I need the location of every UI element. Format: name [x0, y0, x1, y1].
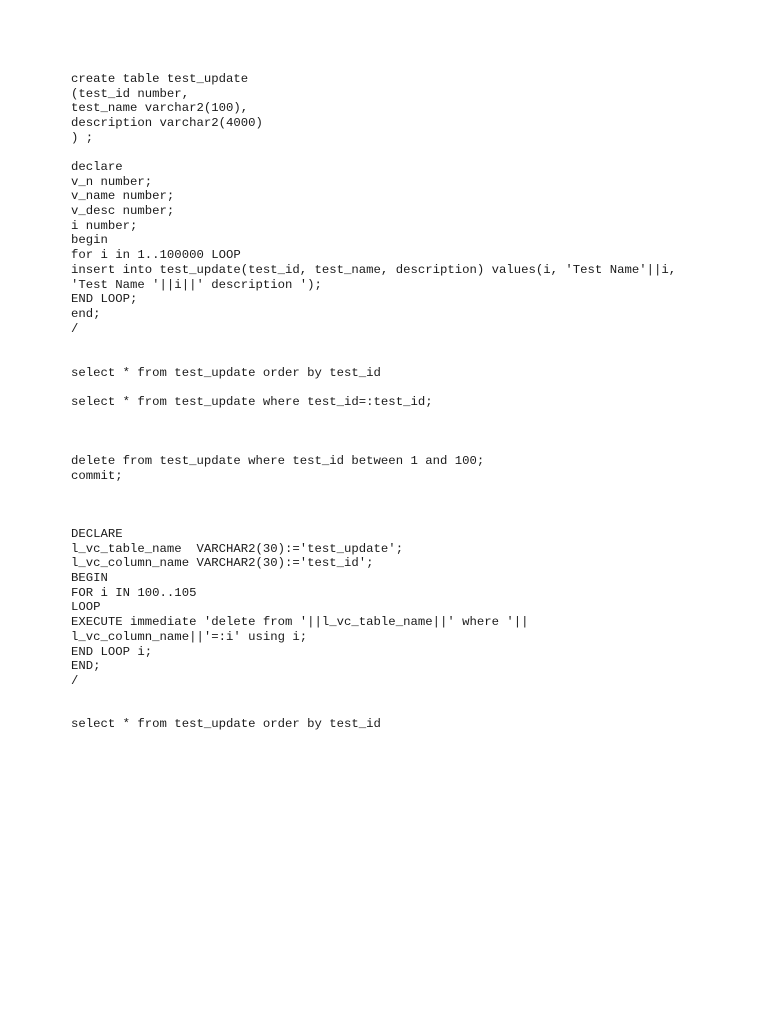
- code-line: LOOP: [71, 600, 101, 615]
- code-block-insert-loop: [71, 160, 676, 336]
- code-line: EXECUTE immediate 'delete from '||l_vc_table_name||' where '||: [71, 615, 529, 630]
- code-line: begin: [71, 233, 108, 248]
- code-line: /: [71, 673, 79, 688]
- code-line: insert into test_update(test_id, test_name, description) values(i, 'Test Name'||i,: [71, 262, 677, 277]
- code-line: DECLARE: [71, 527, 123, 541]
- code-block-select-order-final: [71, 717, 381, 732]
- code-block-dynamic-delete: [71, 527, 529, 689]
- code-line: commit;: [71, 468, 123, 483]
- code-block-create-table: [71, 72, 263, 145]
- code-block-select-where: [71, 395, 433, 410]
- code-line: select * from test_update order by test_id: [71, 366, 381, 380]
- code-block-delete-commit: [71, 454, 484, 483]
- code-line: END LOOP;: [71, 292, 138, 307]
- code-line: l_vc_column_name VARCHAR2(30):='test_id';: [71, 556, 374, 571]
- code-line: BEGIN: [71, 571, 108, 586]
- code-line: 'Test Name '||i||' description ');: [71, 277, 322, 292]
- code-line: v_desc number;: [71, 204, 175, 219]
- code-line: delete from test_update where test_id between 1 and 100;: [71, 454, 485, 468]
- code-line: create table test_update: [71, 72, 249, 86]
- code-line: FOR i IN 100..105: [71, 585, 197, 600]
- code-line: i number;: [71, 218, 138, 233]
- code-line: select * from test_update where test_id=:test_id;: [71, 395, 433, 409]
- code-line: test_name varchar2(100),: [71, 101, 249, 116]
- code-line: for i in 1..100000 LOOP: [71, 248, 241, 263]
- code-line: v_name number;: [71, 189, 175, 204]
- code-line: (test_id number,: [71, 86, 190, 101]
- code-line: END LOOP i;: [71, 644, 153, 659]
- code-line: ) ;: [71, 130, 94, 145]
- code-line: end;: [71, 306, 101, 321]
- code-line: l_vc_column_name||'=:i' using i;: [71, 629, 308, 644]
- code-line: END;: [71, 659, 101, 674]
- code-line: declare: [71, 160, 123, 174]
- code-line: l_vc_table_name VARCHAR2(30):='test_update';: [71, 541, 404, 556]
- code-line: select * from test_update order by test_id: [71, 717, 381, 731]
- code-block-select-order: [71, 366, 381, 381]
- code-line: description varchar2(4000): [71, 116, 263, 131]
- code-line: /: [71, 321, 79, 336]
- code-line: v_n number;: [71, 174, 153, 189]
